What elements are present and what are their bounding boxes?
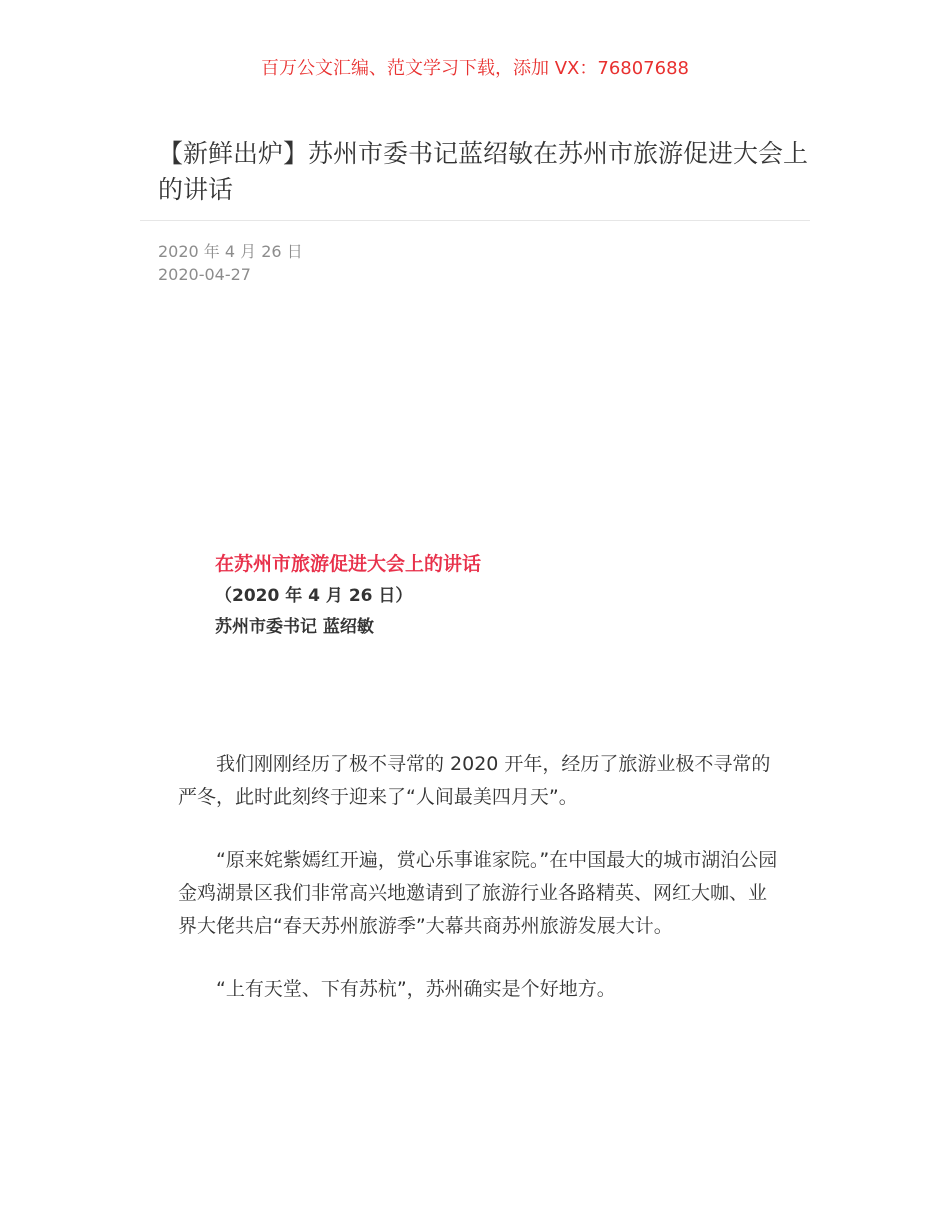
speech-title: 在苏州市旅游促进大会上的讲话 [215,553,482,575]
promo-banner: 百万公文汇编、范文学习下载，添加 VX：76807688 [261,58,689,79]
post-date: 2020-04-27 [158,265,251,284]
body-paragraph: 我们刚刚经历了极不寻常的 2020 开年，经历了旅游业极不寻常的严冬，此时此刻终于迎来了“人间最美四月天”。 [178,753,771,808]
body-paragraph: “原来姹紫嫣红开遍，赏心乐事谁家院。”在中国最大的城市湖泊公园金鸡湖景区我们非常高兴地邀请到了旅游行业各路精英、网红大咖、业界大佬共启“春天苏州旅游季”大幕共商苏州旅游发展大计。 [178,849,778,937]
speech-date: （2020 年 4 月 26 日） [215,586,413,606]
body-paragraph: “上有天堂、下有苏杭”，苏州确实是个好地方。 [216,978,616,1000]
article-meta [158,240,303,286]
speech-author: 苏州市委书记 蓝绍敏 [215,617,374,637]
speech-header [215,550,775,641]
article-body [178,748,778,1036]
publish-date: 2020 年 4 月 26 日 [158,242,303,261]
title-divider [140,220,810,221]
article-title: 【新鲜出炉】苏州市委书记蓝绍敏在苏州市旅游促进大会上的讲话 [158,139,809,204]
